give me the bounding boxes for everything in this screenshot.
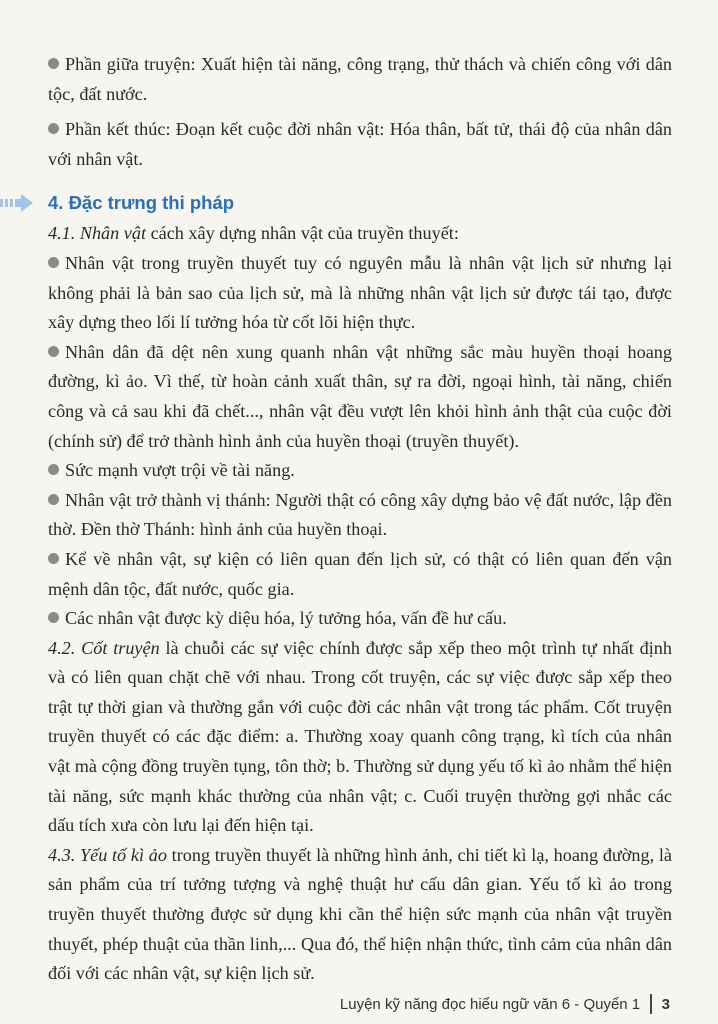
subsection-label: 4.3. Yếu tố kì ảo bbox=[48, 844, 167, 865]
page-number: 3 bbox=[661, 995, 670, 1013]
page-footer bbox=[340, 994, 670, 1014]
subsection-label: 4.2. Cốt truyện bbox=[48, 637, 160, 658]
subsection-text: là chuỗi các sự việc chính được sắp xếp theo một trình tự nhất định và có liên quan chặt chẽ với nhau. Trong cốt truyện, các sự việc được sắp xếp theo trật tự thời gian và thường gắn với cuộc đời các nhân vật trong tác phẩm. Cốt truyện truyền thuyết có các đặc điểm: a. Thường xoay quanh công trạng, kì tích của nhân vật mà cộng đồng truyền tụng, tôn thờ; b. Thường sử dụng yếu tố kì ảo nhằm thể hiện tài năng, sức mạnh khác thường của nhân vật; c. Cuối truyện thường gợi nhắc các dấu tích xưa còn lưu lại đến hiện tại. bbox=[48, 637, 672, 836]
list-item: Phần kết thúc: Đoạn kết cuộc đời nhân vật: Hóa thân, bất tử, thái độ của nhân dân với nhân vật. bbox=[48, 115, 672, 174]
list-item: Kể về nhân vật, sự kiện có liên quan đến lịch sử, có thật có liên quan đến vận mệnh dân tộc, đất nước, quốc gia. bbox=[48, 545, 672, 604]
book-title: Luyện kỹ năng đọc hiểu ngữ văn 6 - Quyển 1 bbox=[339, 995, 641, 1013]
list-item: Nhân vật trở thành vị thánh: Người thật có công xây dựng bảo vệ đất nước, lập đền thờ. Đền thờ Thánh: hình ảnh của huyền thoại. bbox=[48, 486, 672, 545]
subsection-4-3 bbox=[48, 841, 672, 989]
arrow-icon bbox=[0, 194, 34, 212]
section-heading-text: 4. Đặc trưng thi pháp bbox=[48, 192, 235, 214]
list-item: Nhân vật trong truyền thuyết tuy có nguyên mẫu là nhân vật lịch sử nhưng lại không phải là bản sao của lịch sử, mà là những nhân vật lịch sử được tái tạo, được xây dựng theo lối lí tưởng hóa từ cốt lõi hiện thực. bbox=[48, 249, 672, 338]
list-item: Phần giữa truyện: Xuất hiện tài năng, công trạng, thử thách và chiến công với dân tộc, đất nước. bbox=[48, 50, 672, 109]
footer-divider bbox=[650, 994, 652, 1014]
list-item: Sức mạnh vượt trội về tài năng. bbox=[48, 456, 672, 486]
subsection-text: cách xây dựng nhân vật của truyền thuyết: bbox=[146, 223, 459, 244]
subsection-4-2 bbox=[48, 634, 672, 841]
subsection-label: 4.1. Nhân vật bbox=[48, 223, 147, 244]
page-content bbox=[48, 50, 672, 989]
list-item: Các nhân vật được kỳ diệu hóa, lý tưởng hóa, vấn đề hư cấu. bbox=[48, 604, 672, 634]
section-heading bbox=[48, 188, 672, 217]
subsection-text: trong truyền thuyết là những hình ảnh, chi tiết kì lạ, hoang đường, là sản phẩm của trí tưởng tượng và nghệ thuật hư cấu dân gian. Yếu tố kì ảo trong truyền thuyết thường được sử dụng khi cần thể hiện sức mạnh của nhân vật truyền thuyết, phép thuật của thần linh,... Qua đó, thể hiện nhận thức, tình cảm của nhân dân đối với các nhân vật, sự kiện lịch sử. bbox=[48, 844, 672, 984]
subsection-4-1 bbox=[48, 219, 672, 249]
list-item: Nhân dân đã dệt nên xung quanh nhân vật những sắc màu huyền thoại hoang đường, kì ảo. Vì thế, từ hoàn cảnh xuất thân, sự ra đời, ngoại hình, tài năng, chiến công và cả sau khi đã chết..., nhân vật đều vượt lên khỏi hình ảnh thật của cuộc đời (chính sử) để trở thành hình ảnh của huyền thoại (truyền thuyết). bbox=[48, 338, 672, 456]
